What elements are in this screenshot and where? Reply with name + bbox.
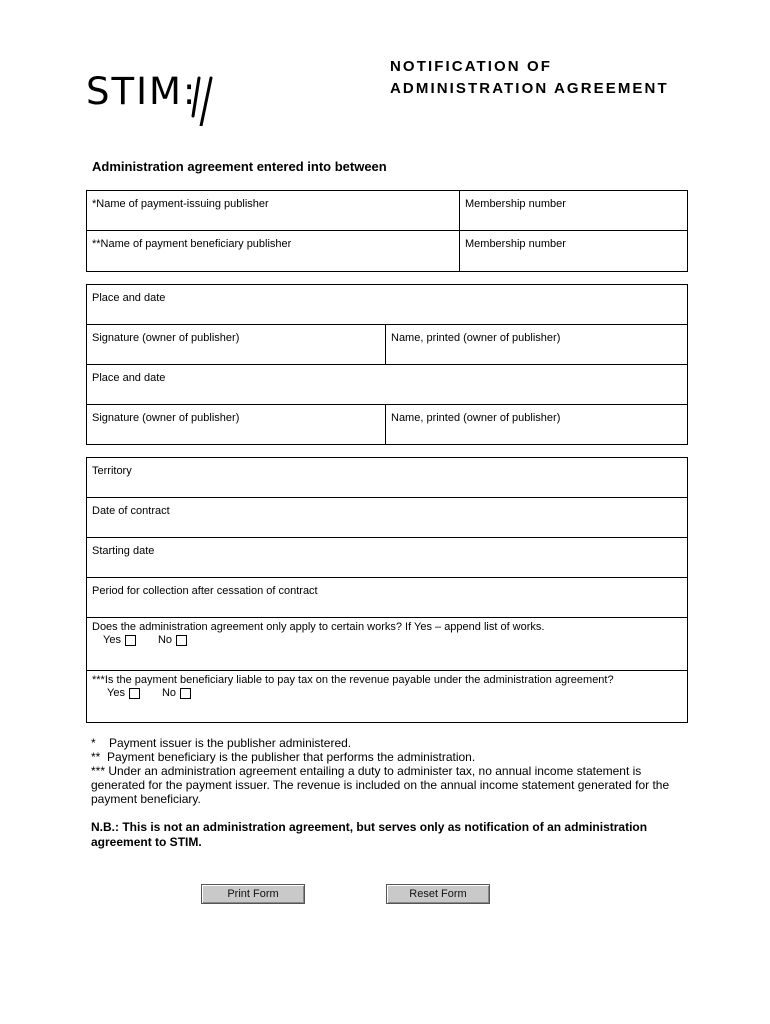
name-printed-label: Name, printed (owner of publisher) <box>391 412 561 424</box>
territory-label: Territory <box>92 465 132 477</box>
payment-beneficiary-row <box>87 231 687 271</box>
yes-label: Yes <box>103 634 121 646</box>
no-label: No <box>161 687 177 699</box>
footnote-3: *** Under an administration agreement entailing a duty to administer tax, no annual income statement is generated for the payment issuer. The revenue is included on the annual income statement generated for the payment beneficiary. <box>91 764 670 806</box>
signature-row-2 <box>87 405 687 444</box>
form-title <box>390 56 669 100</box>
certain-works-no-checkbox[interactable] <box>176 635 187 646</box>
place-date-row-2[interactable] <box>87 365 687 405</box>
parties-table <box>86 190 688 272</box>
payment-issuer-row <box>87 191 687 231</box>
form-title-line-2: ADMINISTRATION AGREEMENT <box>390 80 669 97</box>
tax-liability-yes-checkbox[interactable] <box>129 688 140 699</box>
membership-number-label: Membership number <box>465 198 566 210</box>
tax-liability-options <box>107 687 213 699</box>
starting-date-field[interactable] <box>87 538 687 578</box>
certain-works-label: Does the administration agreement only apply to certain works? If Yes – append list of works. <box>92 621 545 633</box>
footnote-2: ** Payment beneficiary is the publisher that performs the administration. <box>91 750 476 764</box>
name-printed-field-1[interactable] <box>385 325 687 364</box>
territory-field[interactable] <box>87 458 687 498</box>
reset-form-button[interactable]: Reset Form <box>386 884 490 904</box>
collection-period-field[interactable] <box>87 578 687 618</box>
certain-works-question <box>87 618 687 671</box>
payment-issuer-name-label: *Name of payment-issuing publisher <box>92 198 269 210</box>
signature-label: Signature (owner of publisher) <box>92 412 240 424</box>
tax-liability-label: ***Is the payment beneficiary liable to pay tax on the revenue payable under the administration agreement? <box>92 674 614 686</box>
date-of-contract-field[interactable] <box>87 498 687 538</box>
payment-beneficiary-name-label: **Name of payment beneficiary publisher <box>92 238 292 250</box>
no-label: No <box>157 634 173 646</box>
place-date-row-1[interactable] <box>87 285 687 325</box>
collection-period-label: Period for collection after cessation of contract <box>92 585 318 597</box>
yes-label: Yes <box>107 687 125 699</box>
footnotes <box>91 736 691 806</box>
tax-liability-no-checkbox[interactable] <box>180 688 191 699</box>
payment-beneficiary-membership-field[interactable] <box>459 231 687 271</box>
payment-beneficiary-name-field[interactable] <box>87 231 459 271</box>
print-form-button[interactable]: Print Form <box>201 884 305 904</box>
contract-details-table <box>86 457 688 723</box>
form-title-line-1: NOTIFICATION OF <box>390 58 553 75</box>
signature-field-1[interactable] <box>87 325 385 364</box>
certain-works-options <box>103 634 209 646</box>
name-printed-field-2[interactable] <box>385 405 687 444</box>
certain-works-yes-checkbox[interactable] <box>125 635 136 646</box>
signature-field-2[interactable] <box>87 405 385 444</box>
place-date-label: Place and date <box>92 292 166 304</box>
starting-date-label: Starting date <box>92 545 155 557</box>
payment-issuer-name-field[interactable] <box>87 191 459 230</box>
logo-text: STIM: <box>86 70 198 113</box>
logo-slash-mark <box>187 76 217 126</box>
footnote-1: * Payment issuer is the publisher administered. <box>91 736 352 750</box>
place-date-label: Place and date <box>92 372 166 384</box>
tax-liability-question <box>87 671 687 722</box>
signatures-table <box>86 284 688 445</box>
membership-number-label: Membership number <box>465 238 566 250</box>
name-printed-label: Name, printed (owner of publisher) <box>391 332 561 344</box>
nb-notice: N.B.: This is not an administration agreement, but serves only as notification of an administration agreement to STIM. <box>91 820 648 849</box>
signature-label: Signature (owner of publisher) <box>92 332 240 344</box>
date-of-contract-label: Date of contract <box>92 505 170 517</box>
payment-issuer-membership-field[interactable] <box>459 191 687 230</box>
section-subtitle: Administration agreement entered into between <box>92 159 387 174</box>
signature-row-1 <box>87 325 687 365</box>
